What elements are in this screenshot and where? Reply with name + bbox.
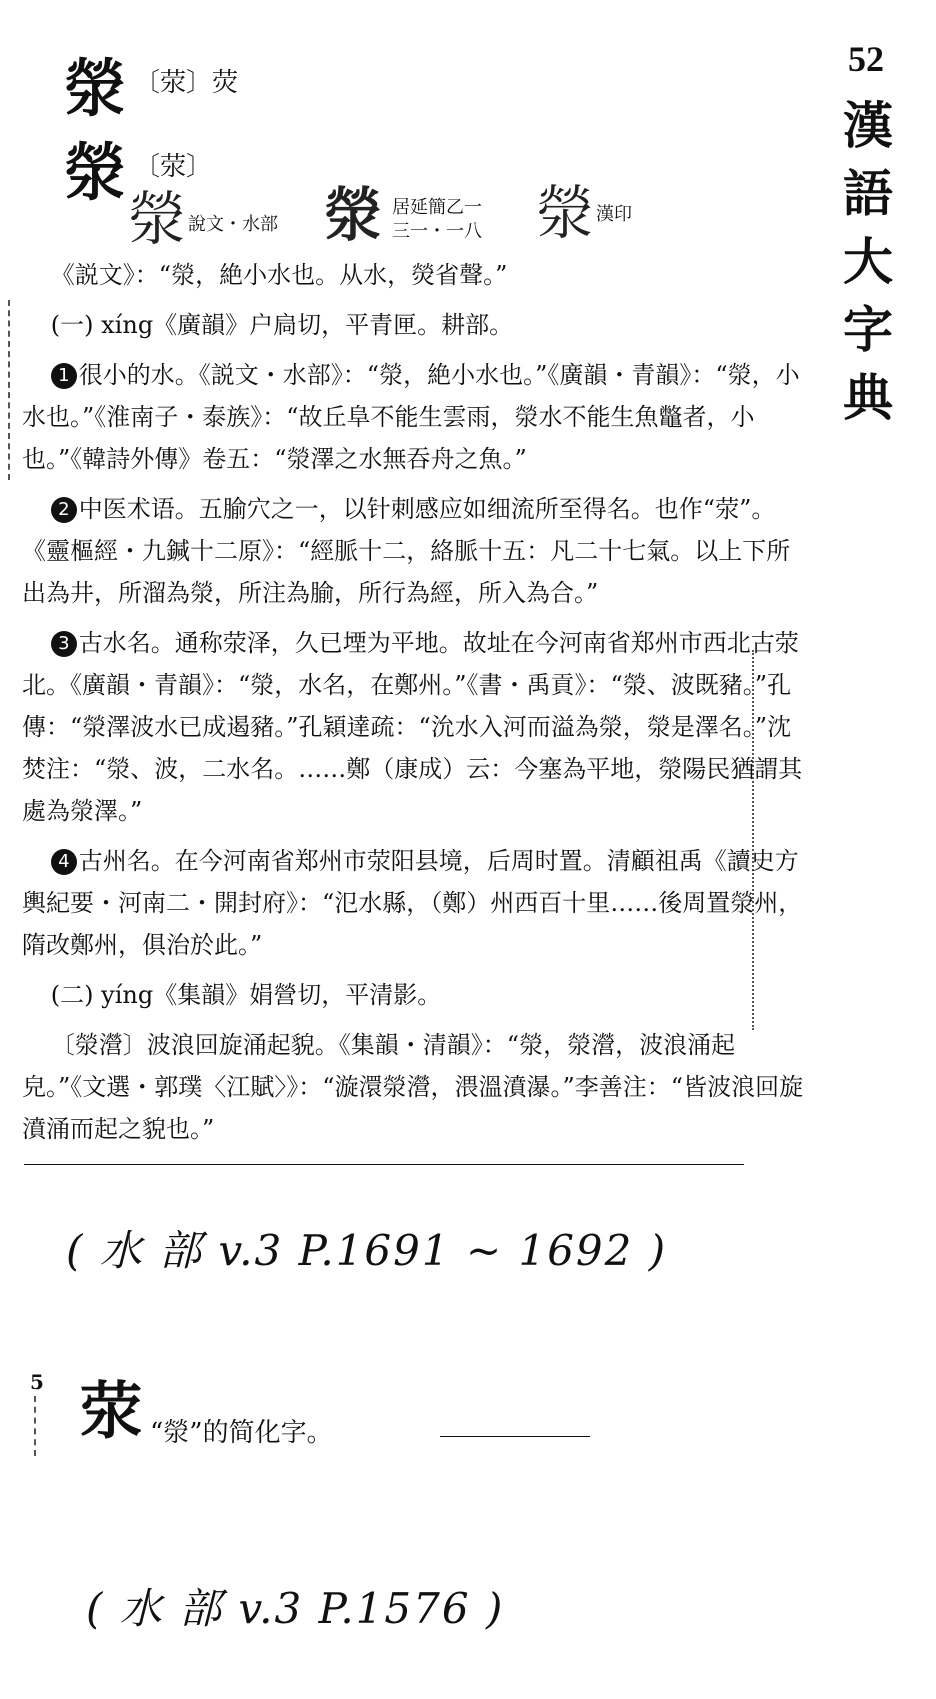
compound-entry: 〔滎瀯〕波浪回旋涌起貌。《集韻・清韻》：“滎，滎瀯，波浪涌起皃。”《文選・郭璞〈江賦〉》：“漩澴滎瀯，渨溫濆瀑。”李善注：“皆波浪回旋濆涌而起之貌也。” [22, 1031, 804, 1143]
seal-source-shuowen: 說文・水部 [188, 214, 278, 235]
entry1-head-char: 滎 [64, 52, 127, 125]
slip-source-line1: 居延簡乙一 [392, 197, 482, 218]
entry1-variant-note: 〔荥〕荧 [134, 68, 239, 98]
page-number: 52 [848, 39, 884, 79]
sense-number: 3 [51, 631, 77, 657]
sense-number: 1 [51, 363, 77, 389]
book-title-char: 字 [843, 300, 893, 359]
handwritten-reference-2: ( 水 部 v.3 P.1576 ) [86, 1584, 505, 1633]
book-title-char: 語 [843, 164, 893, 223]
seal-source-hanyin: 漢印 [596, 204, 632, 225]
reading-two: (二) yíng《集韻》娟營切，平清影。 [50, 981, 442, 1009]
slip-source-juyan [392, 196, 482, 244]
entry-body [22, 254, 804, 1158]
entry2-head-char: 滎 [64, 136, 127, 209]
book-title-char: 漢 [843, 96, 893, 155]
sense-4 [22, 840, 804, 966]
sense-text: 古水名。通称荥泽，久已堙为平地。故址在今河南省郑州市西北古荥北。《廣韻・青韻》：“滎，水名，在鄭州。”《書・禹貢》：“滎、波既豬。”孔傳：“滎澤波水已成遏豬。”孔穎達疏：“沇水入河而溢為滎，滎是澤名。”沈焚注：“滎、波，二水名。……鄭（康成）云：今塞為平地，滎陽民猶謂其處為滎澤。” [22, 629, 803, 825]
book-title [840, 92, 896, 432]
reading-one: (一) xíng《廣韻》户扃切，平青匣。耕部。 [50, 311, 514, 339]
sense-number: 2 [51, 497, 77, 523]
sense-3 [22, 622, 804, 832]
entry3-head-char: 荥 [80, 1374, 143, 1447]
margin-mark [34, 1396, 36, 1456]
seal-form-shuowen: 滎 [128, 185, 187, 253]
end-rule [24, 1164, 744, 1165]
entry2-variant-note: 〔荥〕 [134, 152, 213, 182]
entry3-definition: “滎”的简化字。 [150, 1418, 333, 1448]
seal-form-hanyin: 滎 [536, 179, 595, 247]
sense-text: 中医术语。五腧穴之一，以针刺感应如细流所至得名。也作“荥”。《靈樞經・九鍼十二原》：“經脈十二，絡脈十五：凡二十七氣。以上下所出為井，所溜為滎，所注為腧，所行為經，所入為合。” [22, 495, 791, 607]
book-title-char: 大 [843, 232, 893, 291]
sense-1 [22, 354, 804, 480]
book-title-char: 典 [843, 368, 893, 427]
sense-2 [22, 488, 804, 614]
page-marker: 5 [30, 1370, 44, 1394]
entry3-rule [440, 1436, 590, 1437]
margin-mark [8, 300, 10, 480]
sense-number: 4 [51, 849, 77, 875]
handwritten-reference-1: ( 水 部 v.3 P.1691 ~ 1692 ) [66, 1226, 668, 1275]
sense-text: 很小的水。《説文・水部》：“滎，絶小水也。”《廣韻・青韻》：“滎，小水也。”《淮南子・泰族》：“故丘阜不能生雲雨，滎水不能生魚鼈者，小也。”《韓詩外傳》卷五：“滎澤之水無吞舟之魚。” [22, 361, 800, 473]
slip-form-juyan: 滎 [324, 181, 383, 249]
shuowen-quote: 《説文》：“滎，絶小水也。从水，熒省聲。” [50, 261, 508, 289]
slip-source-line2: 三一・一八 [392, 221, 482, 242]
sense-text: 古州名。在今河南省郑州市荥阳县境，后周时置。清顧祖禹《讀史方輿紀要・河南二・開封府》：“氾水縣，（鄭）州西百十里……後周置滎州，隋改鄭州，俱治於此。” [22, 847, 803, 959]
